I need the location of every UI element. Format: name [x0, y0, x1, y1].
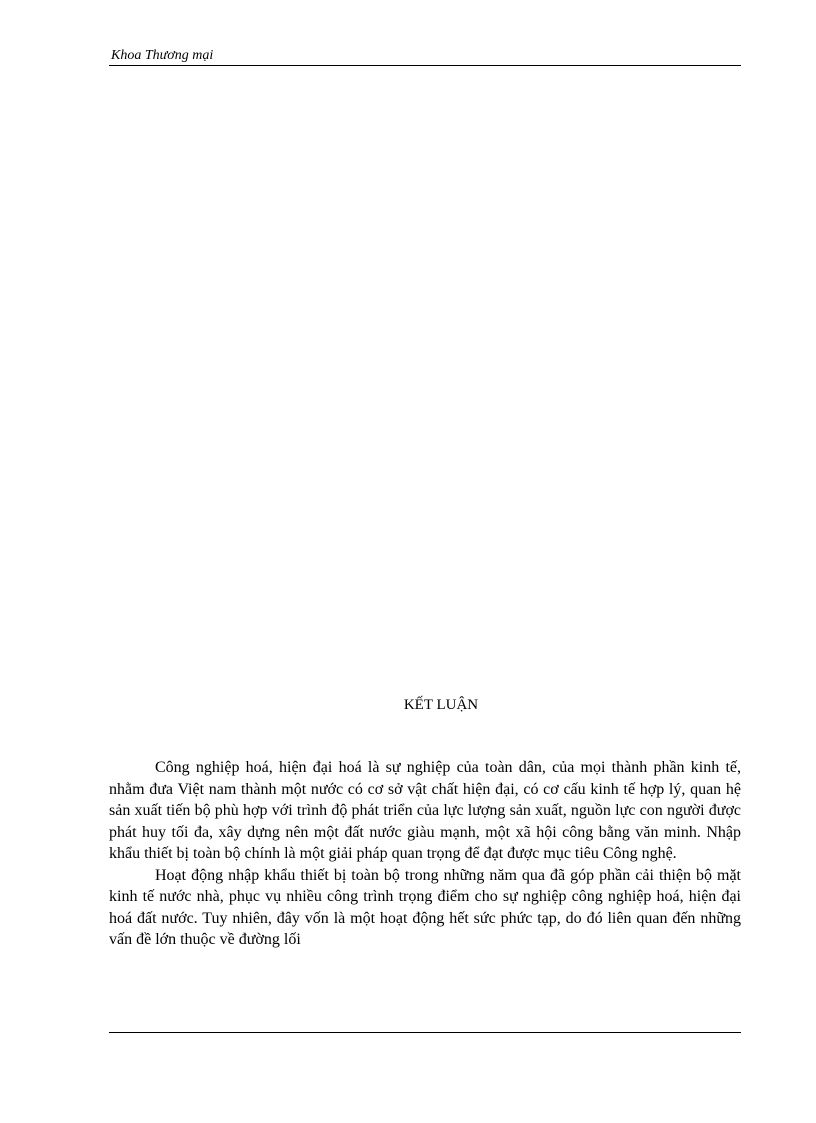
page-header [109, 47, 741, 66]
footer-divider [109, 1032, 741, 1033]
paragraph-1: Công nghiệp hoá, hiện đại hoá là sự nghiệp của toàn dân, của mọi thành phần kinh tế, nhằm đưa Việt nam thành một nước có cơ sở vật chất hiện đại, có cơ cấu kinh tế hợp lý, quan hệ sản xuất tiến bộ phù hợp với trình độ phát triển của lực lượng sản xuất, nguồn lực con người được phát huy tối đa, xây dựng nên một đất nước giàu mạnh, một xã hội công bằng văn minh. Nhập khẩu thiết bị toàn bộ chính là một giải pháp quan trọng để đạt được mục tiêu Công nghệ. [109, 759, 741, 862]
paragraph-2: Hoạt động nhập khẩu thiết bị toàn bộ trong những năm qua đã góp phần cải thiện bộ mặt kinh tế nước nhà, phục vụ nhiều công trình trọng điểm cho sự nghiệp công nghiệp hoá, hiện đại hoá đất nước. Tuy nhiên, đây vốn là một hoạt động hết sức phức tạp, do đó liên quan đến những vấn đề lớn thuộc về đường lối [109, 866, 741, 948]
body-text [109, 757, 741, 951]
section-title: KẾT LUẬN [403, 697, 479, 713]
header-text: Khoa Thương mại [111, 48, 214, 63]
